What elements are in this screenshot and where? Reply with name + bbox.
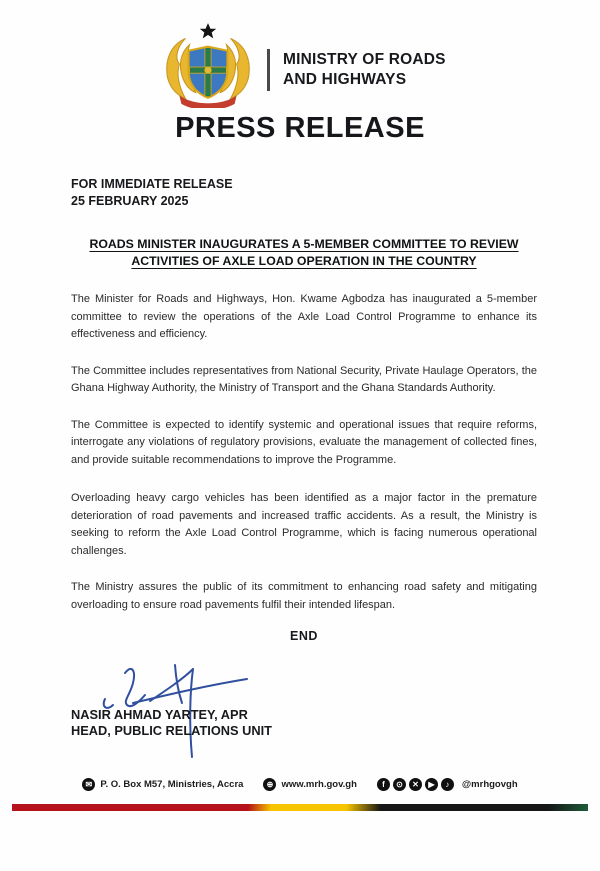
body-paragraph: The Ministry assures the public of its commitment to enhancing road safety and mitigating overloading to ensure road pavements fulfil their intended lifespan. [71, 581, 537, 611]
release-line: FOR IMMEDIATE RELEASE [71, 177, 233, 191]
ghana-flag-bar [12, 804, 588, 811]
masthead [163, 22, 446, 113]
signatory-title: HEAD, PUBLIC RELATIONS UNIT [71, 722, 272, 738]
document-title: PRESS RELEASE [175, 112, 425, 144]
headline [71, 236, 537, 269]
social-icons [377, 778, 454, 791]
ghana-coat-of-arms-icon [163, 22, 253, 113]
contact-footer [0, 778, 600, 791]
mail-icon: ✉ [82, 778, 95, 791]
facebook-icon: f [377, 778, 390, 791]
headline-line1: ROADS MINISTER INAUGURATES A 5-MEMBER COMMITTEE TO REVIEW [89, 237, 519, 251]
headline-line2: ACTIVITIES OF AXLE LOAD OPERATION IN THE COUNTRY [131, 253, 477, 268]
tiktok-icon: ♪ [441, 778, 454, 791]
ministry-name-line1: MINISTRY OF ROADS [283, 50, 446, 68]
signatory-block [71, 707, 272, 738]
website-url: www.mrh.gov.gh [281, 779, 357, 790]
release-info [71, 176, 537, 210]
end-marker: END [290, 629, 318, 643]
body-paragraph: Overloading heavy cargo vehicles has been identified as a major factor in the premature deterioration of road pavements and increased traffic accidents. As a result, the Ministry is seeking to reform the Axle Load Control Programme, which is facing numerous operational challenges. [71, 492, 537, 557]
ministry-name-line2: AND HIGHWAYS [283, 70, 407, 88]
document-body [71, 176, 537, 646]
postal-address: P. O. Box M57, Ministries, Accra [100, 779, 244, 790]
body-paragraph: The Minister for Roads and Highways, Hon. Kwame Agbodza has inaugurated a 5-member committee to review the operations of the Axle Load Control Programme to enhance its effectiveness and efficiency. [71, 293, 537, 340]
youtube-icon: ▶ [425, 778, 438, 791]
ministry-name [283, 46, 446, 90]
globe-icon: ⊕ [263, 778, 276, 791]
social-group [377, 778, 518, 791]
instagram-icon: ⊙ [393, 778, 406, 791]
release-date: 25 FEBRUARY 2025 [71, 194, 189, 208]
masthead-divider [267, 49, 270, 91]
body-paragraph: The Committee includes representatives from National Security, Private Haulage Operators, the Ghana Highway Authority, the Ministry of Transport and the Ghana Standards Authority. [71, 364, 537, 394]
social-handle: @mrhgovgh [461, 779, 518, 790]
signatory-name: NASIR AHMAD YARTEY, APR [71, 707, 248, 722]
x-twitter-icon: ✕ [409, 778, 422, 791]
website-group [263, 778, 356, 791]
body-paragraph: The Committee is expected to identify systemic and operational issues that require reforms, interrogate any violations of regulatory provisions, evaluate the management of collected fines, and provide suitable recommendations to improve the Programme. [71, 418, 537, 466]
address-group [82, 778, 243, 791]
